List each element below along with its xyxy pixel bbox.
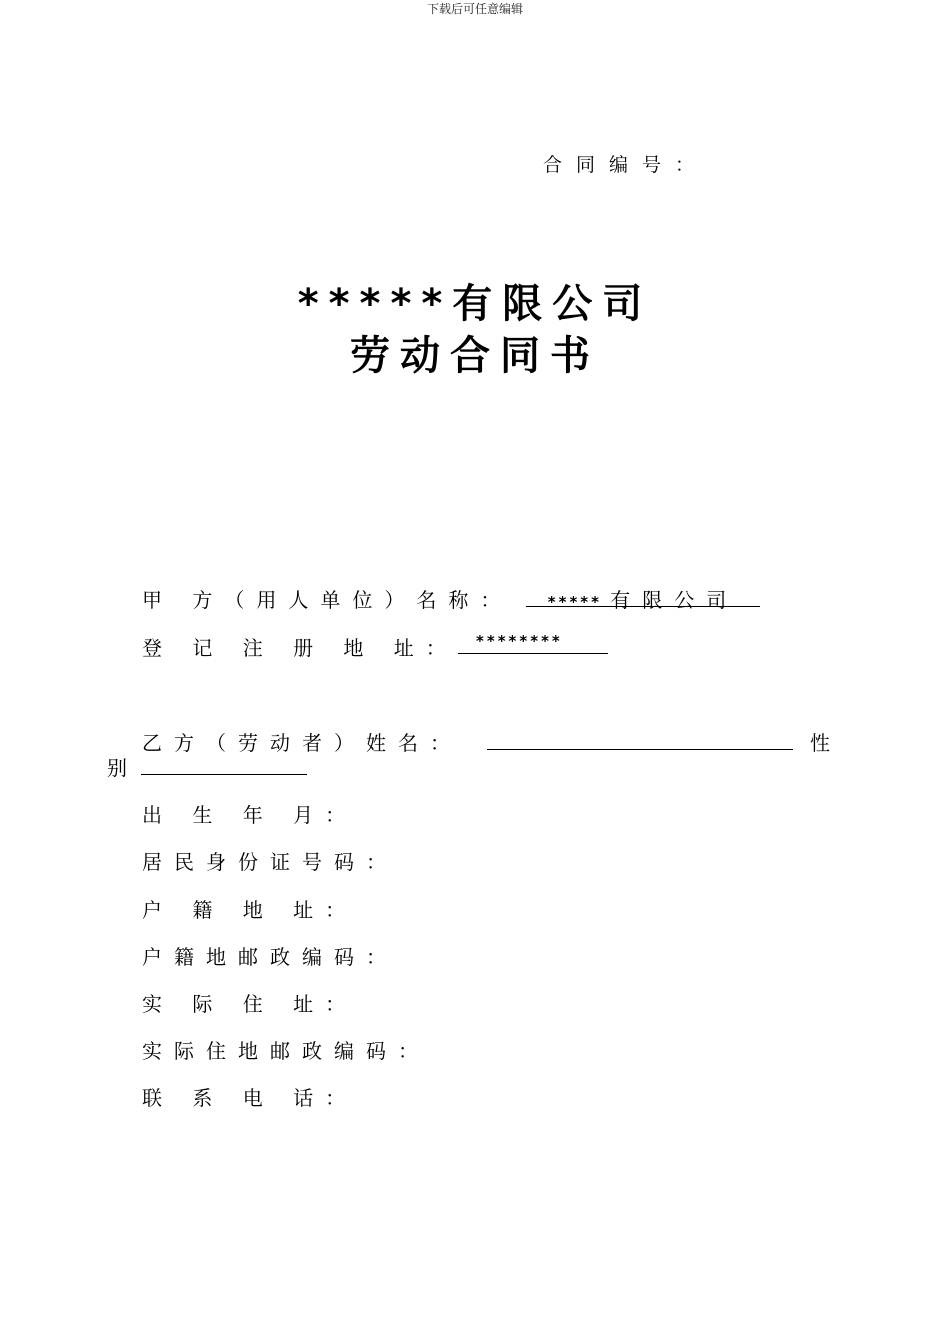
party-a-name-text: 有限公司 <box>610 588 739 612</box>
party-b-field-actual-postcode: 实际住地邮政编码： <box>142 1039 430 1063</box>
party-a-name-stars: ***** <box>547 593 602 611</box>
party-a-name-value <box>526 584 760 612</box>
contract-number-label: 合同编号： <box>543 154 709 176</box>
party-a-name-field <box>526 584 760 612</box>
party-b-gender-field <box>141 752 307 775</box>
party-b-field-phone: 联 系 电 话： <box>142 1086 358 1110</box>
party-b-name-blank <box>487 727 793 750</box>
party-b-field-hukou-address: 户 籍 地 址： <box>142 898 358 922</box>
party-a-address-label: 登 记 注 册 地 址： <box>142 636 458 660</box>
party-a-address-row <box>142 632 458 661</box>
download-note: 下载后可任意编辑 <box>426 2 523 16</box>
party-a-name-row <box>142 584 512 613</box>
party-b-gender-label-1: 性 <box>810 731 842 755</box>
document-title: 劳动合同书 <box>350 333 600 379</box>
party-a-address-value: ******** <box>458 632 608 654</box>
company-title: *****有限公司 <box>297 281 653 327</box>
party-b-field-hukou-postcode: 户籍地邮政编码： <box>142 945 398 969</box>
party-a-name-label: 甲 方（用人单位）名称： <box>142 588 513 612</box>
party-b-gender-label-2: 别 <box>107 756 139 780</box>
party-b-field-birth: 出 生 年 月： <box>142 803 358 827</box>
party-b-name-field <box>487 727 793 750</box>
party-b-field-id: 居民身份证号码： <box>142 850 398 874</box>
party-b-gender-blank <box>141 752 307 775</box>
party-b-field-actual-address: 实 际 住 址： <box>142 992 358 1016</box>
party-a-address-field <box>458 632 608 654</box>
party-b-name-label: 乙方（劳动者）姓名： <box>142 731 462 755</box>
